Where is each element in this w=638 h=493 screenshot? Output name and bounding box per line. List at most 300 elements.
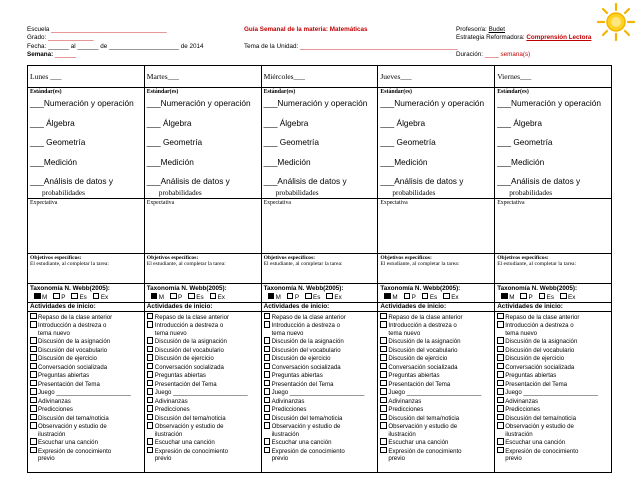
activity-checkbox[interactable] bbox=[380, 422, 387, 429]
activity-checkbox[interactable] bbox=[264, 397, 271, 404]
activity-item[interactable] bbox=[147, 346, 259, 355]
activity-checkbox[interactable] bbox=[147, 405, 154, 412]
day-wednesday[interactable]: Miércoles___ bbox=[261, 66, 378, 88]
expectativa-cell[interactable] bbox=[495, 199, 612, 254]
activity-checkbox[interactable] bbox=[497, 337, 504, 344]
activity-item[interactable] bbox=[264, 321, 376, 330]
standard-option[interactable]: ___ Geometría bbox=[497, 137, 553, 147]
activities-cell bbox=[144, 303, 261, 473]
standard-option[interactable]: ___Medición bbox=[30, 156, 78, 167]
objectives-cell[interactable] bbox=[144, 254, 261, 284]
activity-label: Observación y estudio de bbox=[388, 423, 458, 430]
taxonomy-row bbox=[28, 284, 612, 303]
strategy-line bbox=[456, 34, 591, 42]
activity-checkbox[interactable] bbox=[30, 363, 37, 370]
activity-label: Juego ______________________ bbox=[271, 389, 365, 396]
activity-checkbox[interactable] bbox=[497, 397, 504, 404]
activity-checkbox[interactable] bbox=[30, 397, 37, 404]
activity-checkbox[interactable] bbox=[380, 414, 387, 421]
activity-item[interactable] bbox=[147, 380, 259, 389]
activity-label: Discusión de ejercicio bbox=[505, 355, 565, 362]
activity-item[interactable] bbox=[30, 397, 142, 406]
standard-option[interactable]: ___ Álgebra bbox=[263, 117, 309, 128]
expectativa-cell[interactable] bbox=[144, 199, 261, 254]
taxonomy-checkbox[interactable] bbox=[268, 293, 275, 300]
standard-option[interactable]: ___Medición bbox=[263, 156, 311, 167]
taxonomy-option-label: M bbox=[509, 293, 515, 301]
activity-checkbox[interactable] bbox=[147, 447, 154, 454]
taxonomy-checkbox[interactable] bbox=[305, 293, 312, 300]
standard-option[interactable]: ___ Álgebra bbox=[146, 117, 192, 128]
activity-item bbox=[497, 431, 609, 439]
unit-blank[interactable]: _____________________________________________ bbox=[300, 43, 458, 50]
objectives-cell[interactable] bbox=[378, 254, 495, 284]
standard-option[interactable]: ___Numeración y operación bbox=[146, 98, 251, 108]
activity-label: previo bbox=[388, 455, 405, 462]
activity-checkbox[interactable] bbox=[380, 337, 387, 344]
day-thursday[interactable]: Jueves___ bbox=[378, 66, 495, 88]
objectives-cell[interactable] bbox=[261, 254, 378, 284]
activity-item[interactable] bbox=[30, 447, 142, 456]
taxonomy-checkbox[interactable] bbox=[34, 293, 41, 300]
activity-checkbox[interactable] bbox=[147, 321, 154, 328]
activity-item[interactable] bbox=[264, 447, 376, 456]
activity-checkbox[interactable] bbox=[380, 313, 387, 320]
activity-item[interactable] bbox=[30, 337, 142, 346]
standards-label: Estándar(es) bbox=[146, 89, 179, 95]
activity-label: ilustración bbox=[38, 430, 66, 438]
activity-item[interactable] bbox=[147, 405, 259, 414]
activity-label: tema nuevo bbox=[154, 329, 187, 337]
activity-label: Conversación socializada bbox=[38, 363, 108, 371]
activity-label: Discusión del tema/noticia bbox=[388, 414, 460, 422]
activity-checkbox[interactable] bbox=[147, 337, 154, 344]
standard-option[interactable]: ___Análisis de datos y bbox=[497, 176, 581, 186]
activity-checkbox[interactable] bbox=[264, 363, 271, 370]
activity-checkbox[interactable] bbox=[147, 422, 154, 429]
activity-checkbox[interactable] bbox=[380, 363, 387, 370]
day-tuesday[interactable]: Martes___ bbox=[144, 66, 261, 88]
activity-item[interactable] bbox=[264, 313, 376, 322]
activity-checkbox[interactable] bbox=[30, 422, 37, 429]
objectives-text: El estudiante, al completar la tarea: bbox=[497, 261, 577, 267]
date-blank-month[interactable]: ____________________ bbox=[108, 43, 180, 50]
activity-checkbox[interactable] bbox=[264, 405, 271, 412]
activity-checkbox[interactable] bbox=[147, 438, 154, 445]
activity-item[interactable] bbox=[380, 414, 492, 423]
activity-item bbox=[497, 330, 609, 338]
activity-checkbox[interactable] bbox=[497, 363, 504, 370]
activity-item bbox=[380, 330, 492, 338]
activity-label: Predicciones bbox=[271, 406, 307, 413]
standard-option-cont: probabilidades bbox=[275, 187, 319, 197]
activity-checkbox[interactable] bbox=[380, 346, 387, 353]
standard-option[interactable]: ___Análisis de datos y bbox=[380, 176, 464, 186]
activity-item[interactable] bbox=[30, 346, 142, 355]
activity-label: Presentación del Tema bbox=[271, 380, 334, 388]
taxonomy-checkbox[interactable] bbox=[443, 293, 450, 300]
taxonomy-checkbox[interactable] bbox=[287, 293, 294, 300]
week-line bbox=[27, 51, 76, 59]
activity-item bbox=[147, 455, 259, 463]
school-line bbox=[27, 26, 167, 34]
activity-checkbox[interactable] bbox=[147, 346, 154, 353]
activity-label: Discusión de la asignación bbox=[154, 338, 227, 345]
objectives-title: Objetivos específicos: bbox=[146, 255, 199, 261]
week-blank[interactable]: ______ bbox=[55, 51, 77, 58]
strategy-name: Comprensión Lectora bbox=[526, 34, 592, 41]
weekly-plan-table bbox=[27, 65, 612, 473]
activity-item[interactable] bbox=[380, 313, 492, 322]
activity-checkbox[interactable] bbox=[30, 414, 37, 421]
standard-option-cont: probabilidades bbox=[392, 187, 436, 197]
activity-item[interactable] bbox=[264, 438, 376, 447]
activity-checkbox[interactable] bbox=[30, 447, 37, 454]
activity-checkbox[interactable] bbox=[380, 397, 387, 404]
standard-option[interactable]: ___ Álgebra bbox=[380, 117, 426, 128]
activity-checkbox[interactable] bbox=[264, 321, 271, 328]
activity-item[interactable] bbox=[30, 422, 142, 431]
activity-label: Discusión de la asignación bbox=[505, 338, 578, 345]
grade-blank[interactable]: _____________ bbox=[48, 34, 94, 41]
standard-option[interactable]: ___Medición bbox=[146, 156, 194, 167]
activity-item bbox=[497, 455, 609, 463]
standard-option[interactable]: ___Medición bbox=[497, 156, 545, 167]
taxonomy-checkbox[interactable] bbox=[326, 293, 333, 300]
activity-item[interactable] bbox=[497, 438, 609, 447]
activity-item[interactable] bbox=[497, 346, 609, 355]
activity-item[interactable] bbox=[147, 397, 259, 406]
activity-checkbox[interactable] bbox=[497, 346, 504, 353]
activity-item[interactable] bbox=[264, 397, 376, 406]
activity-checkbox[interactable] bbox=[380, 447, 387, 454]
activity-checkbox[interactable] bbox=[264, 346, 271, 353]
activity-item[interactable] bbox=[147, 321, 259, 330]
objectives-text: El estudiante, al completar la tarea: bbox=[30, 261, 109, 267]
activity-item[interactable] bbox=[497, 397, 609, 406]
taxonomy-checkbox[interactable] bbox=[539, 293, 546, 300]
activity-label: Discusión del tema/noticia bbox=[38, 414, 109, 422]
taxonomy-option-label: P bbox=[178, 293, 183, 301]
activity-checkbox[interactable] bbox=[30, 346, 37, 353]
activity-item[interactable] bbox=[264, 405, 376, 414]
activity-item[interactable] bbox=[380, 422, 492, 431]
activity-checkbox[interactable] bbox=[30, 388, 37, 395]
taxonomy-checkbox[interactable] bbox=[210, 293, 217, 300]
taxonomy-option-label: M bbox=[275, 293, 281, 301]
taxonomy-checkbox[interactable] bbox=[53, 293, 60, 300]
objectives-cell[interactable] bbox=[28, 254, 145, 284]
activity-label: Adivinanzas bbox=[388, 397, 422, 405]
activity-checkbox[interactable] bbox=[264, 438, 271, 445]
taxonomy-checkbox[interactable] bbox=[170, 293, 177, 300]
taxonomy-checkbox[interactable] bbox=[93, 293, 100, 300]
activity-checkbox[interactable] bbox=[147, 371, 154, 378]
activity-item[interactable] bbox=[497, 414, 609, 423]
taxonomy-option-label: Es bbox=[313, 293, 321, 301]
activity-item[interactable] bbox=[497, 447, 609, 456]
taxonomy-checkbox[interactable] bbox=[404, 293, 411, 300]
school-label: Escuela bbox=[27, 26, 50, 33]
activity-item[interactable] bbox=[380, 363, 492, 372]
activity-label: Observación y estudio de bbox=[271, 423, 341, 430]
standard-option[interactable]: ___Análisis de datos y bbox=[30, 176, 114, 186]
activity-label: Discusión de la asignación bbox=[388, 338, 461, 345]
standard-option[interactable]: ___Numeración y operación bbox=[380, 98, 485, 108]
activity-item[interactable] bbox=[30, 321, 142, 330]
activity-checkbox[interactable] bbox=[264, 337, 271, 344]
taxonomy-checkbox[interactable] bbox=[560, 293, 567, 300]
activity-label: Discusión de la asignación bbox=[271, 338, 344, 345]
activity-checkbox[interactable] bbox=[380, 388, 387, 395]
activity-checkbox[interactable] bbox=[264, 422, 271, 429]
standard-option[interactable]: ___Análisis de datos y bbox=[146, 176, 230, 186]
activity-item[interactable] bbox=[380, 346, 492, 355]
activity-label: Conversación socializada bbox=[271, 363, 341, 371]
activity-checkbox[interactable] bbox=[264, 447, 271, 454]
activity-item[interactable] bbox=[497, 405, 609, 414]
activity-checkbox[interactable] bbox=[264, 414, 271, 421]
activity-checkbox[interactable] bbox=[147, 397, 154, 404]
taxonomy-option-label: P bbox=[411, 293, 416, 301]
activity-checkbox[interactable] bbox=[30, 321, 37, 328]
activity-checkbox[interactable] bbox=[497, 371, 504, 378]
activity-checkbox[interactable] bbox=[497, 321, 504, 328]
date-blank-start[interactable]: ______ bbox=[48, 43, 70, 50]
activity-label: Expresión de conocimiento bbox=[154, 447, 228, 455]
activity-checkbox[interactable] bbox=[147, 414, 154, 421]
activity-checkbox[interactable] bbox=[497, 354, 504, 361]
standards-label: Estándar(es) bbox=[30, 89, 62, 95]
activity-label: tema nuevo bbox=[38, 329, 70, 337]
activity-label: tema nuevo bbox=[505, 329, 538, 337]
activity-item[interactable] bbox=[380, 447, 492, 456]
activity-checkbox[interactable] bbox=[380, 354, 387, 361]
activity-checkbox[interactable] bbox=[497, 438, 504, 445]
activity-item[interactable] bbox=[497, 354, 609, 363]
activity-item[interactable] bbox=[264, 371, 376, 380]
activity-item bbox=[264, 431, 376, 439]
taxonomy-option-label: P bbox=[294, 293, 300, 301]
activity-item[interactable] bbox=[497, 388, 609, 397]
activity-checkbox[interactable] bbox=[380, 405, 387, 412]
activity-item[interactable] bbox=[264, 414, 376, 423]
activity-item bbox=[30, 431, 142, 439]
activity-checkbox[interactable] bbox=[497, 414, 504, 421]
activity-checkbox[interactable] bbox=[30, 371, 37, 378]
taxonomy-title: Taxonomía N. Webb(2005): bbox=[380, 285, 461, 292]
standards-cell bbox=[261, 88, 378, 199]
activity-checkbox[interactable] bbox=[497, 380, 504, 387]
activity-label: Predicciones bbox=[388, 406, 424, 413]
activity-label: Adivinanzas bbox=[505, 397, 539, 405]
standard-option[interactable]: ___ Geometría bbox=[380, 137, 436, 147]
activity-checkbox[interactable] bbox=[30, 337, 37, 344]
standard-option[interactable]: ___ Geometría bbox=[146, 137, 203, 147]
activity-item[interactable] bbox=[497, 380, 609, 389]
date-line bbox=[27, 43, 204, 51]
activity-item[interactable] bbox=[147, 337, 259, 346]
activity-checkbox[interactable] bbox=[30, 313, 37, 320]
activity-item[interactable] bbox=[147, 388, 259, 397]
activity-label: Preguntas abiertas bbox=[505, 372, 557, 379]
activity-item[interactable] bbox=[264, 380, 376, 389]
activity-item[interactable] bbox=[380, 397, 492, 406]
standard-option[interactable]: ___ Álgebra bbox=[497, 117, 542, 128]
activity-checkbox[interactable] bbox=[264, 380, 271, 387]
day-monday[interactable]: Lunes ___ bbox=[28, 66, 145, 88]
activity-item[interactable] bbox=[264, 388, 376, 397]
activity-label: Discusión del vocabulario bbox=[154, 346, 224, 354]
expectativa-cell[interactable] bbox=[261, 199, 378, 254]
activity-checkbox[interactable] bbox=[497, 422, 504, 429]
standard-option[interactable]: ___Medición bbox=[380, 156, 428, 167]
activities-title: Actividades de inicio: bbox=[378, 303, 494, 312]
activity-label: Observación y estudio de bbox=[505, 423, 574, 430]
activity-label: Conversación socializada bbox=[505, 363, 575, 371]
activity-checkbox[interactable] bbox=[264, 388, 271, 395]
taxonomy-title: Taxonomía N. Webb(2005): bbox=[30, 285, 110, 292]
activity-item[interactable] bbox=[264, 354, 376, 363]
taxonomy-checkbox[interactable] bbox=[188, 293, 195, 300]
school-blank[interactable]: _________________________________ bbox=[51, 26, 167, 33]
activity-checkbox[interactable] bbox=[147, 380, 154, 387]
activity-checkbox[interactable] bbox=[380, 371, 387, 378]
standard-option[interactable]: ___ Geometría bbox=[30, 137, 86, 147]
activity-checkbox[interactable] bbox=[380, 380, 387, 387]
activities-cell bbox=[261, 303, 378, 473]
activity-item[interactable] bbox=[264, 337, 376, 346]
activity-item[interactable] bbox=[497, 363, 609, 372]
activity-label: Escuchar una canción bbox=[38, 439, 98, 446]
activity-item[interactable] bbox=[30, 438, 142, 447]
teacher-label: Profesor/a: bbox=[456, 26, 487, 33]
activity-checkbox[interactable] bbox=[380, 438, 387, 445]
objectives-cell[interactable] bbox=[495, 254, 612, 284]
activity-item[interactable] bbox=[30, 371, 142, 380]
activity-item[interactable] bbox=[264, 422, 376, 431]
taxonomy-checkbox[interactable] bbox=[501, 293, 508, 300]
activity-checkbox[interactable] bbox=[264, 371, 271, 378]
taxonomy-checkbox[interactable] bbox=[520, 293, 527, 300]
activity-item[interactable] bbox=[30, 313, 142, 322]
activity-item[interactable] bbox=[264, 346, 376, 355]
activity-item[interactable] bbox=[380, 321, 492, 330]
taxonomy-option-label: Ex bbox=[334, 293, 342, 301]
activity-item[interactable] bbox=[497, 337, 609, 346]
activity-checkbox[interactable] bbox=[264, 313, 271, 320]
activity-label: Introducción a destreza o bbox=[505, 322, 574, 329]
activity-checkbox[interactable] bbox=[497, 447, 504, 454]
activity-item[interactable] bbox=[380, 405, 492, 414]
taxonomy-checkbox[interactable] bbox=[151, 293, 158, 300]
activity-label: Repaso de la clase anterior bbox=[388, 313, 463, 321]
duration-value[interactable]: ____ semana(s) bbox=[484, 51, 531, 58]
activity-item[interactable] bbox=[30, 363, 142, 372]
activity-item[interactable] bbox=[497, 371, 609, 380]
activity-item[interactable] bbox=[497, 422, 609, 431]
standard-option[interactable]: ___ Álgebra bbox=[30, 117, 75, 128]
standard-option[interactable]: ___Numeración y operación bbox=[30, 98, 134, 108]
activity-label: Preguntas abiertas bbox=[154, 372, 206, 379]
taxonomy-checkbox[interactable] bbox=[384, 293, 391, 300]
activity-label: Discusión de ejercicio bbox=[271, 355, 331, 362]
activity-item[interactable] bbox=[380, 438, 492, 447]
day-friday[interactable]: Viernes___ bbox=[495, 66, 612, 88]
activity-checkbox[interactable] bbox=[380, 321, 387, 328]
activity-item[interactable] bbox=[147, 354, 259, 363]
activity-item[interactable] bbox=[497, 313, 609, 322]
activity-checkbox[interactable] bbox=[147, 313, 154, 320]
activity-label: previo bbox=[505, 455, 522, 462]
activity-item[interactable] bbox=[30, 354, 142, 363]
activity-checkbox[interactable] bbox=[147, 354, 154, 361]
activity-item[interactable] bbox=[147, 414, 259, 423]
activity-label: Discusión del tema/noticia bbox=[505, 414, 576, 422]
activity-item[interactable] bbox=[147, 371, 259, 380]
activity-checkbox[interactable] bbox=[30, 354, 37, 361]
activity-item[interactable] bbox=[380, 388, 492, 397]
taxonomy-cell bbox=[261, 284, 378, 303]
activity-checkbox[interactable] bbox=[497, 388, 504, 395]
activity-checkbox[interactable] bbox=[497, 405, 504, 412]
activity-checkbox[interactable] bbox=[264, 354, 271, 361]
standard-option-cont: probabilidades bbox=[509, 187, 553, 197]
date-blank-end[interactable]: ______ bbox=[77, 43, 99, 50]
standard-option[interactable]: ___Numeración y operación bbox=[263, 98, 368, 108]
activity-item[interactable] bbox=[147, 313, 259, 322]
activity-item[interactable] bbox=[147, 438, 259, 447]
activities-cell bbox=[28, 303, 145, 473]
taxonomy-checkbox[interactable] bbox=[422, 293, 429, 300]
activity-item[interactable] bbox=[147, 447, 259, 456]
activity-item[interactable] bbox=[380, 380, 492, 389]
activity-item[interactable] bbox=[264, 363, 376, 372]
unit-label: Tema de la Unidad: bbox=[244, 43, 299, 50]
activity-item[interactable] bbox=[30, 405, 142, 414]
expectativa-cell[interactable] bbox=[28, 199, 145, 254]
activity-item[interactable] bbox=[147, 422, 259, 431]
activity-label: Juego ______________________ bbox=[38, 389, 131, 396]
activity-checkbox[interactable] bbox=[497, 313, 504, 320]
activity-checkbox[interactable] bbox=[30, 438, 37, 445]
activity-label: Discusión de la asignación bbox=[38, 338, 111, 345]
standard-option[interactable]: ___Análisis de datos y bbox=[263, 176, 347, 186]
activity-checkbox[interactable] bbox=[30, 405, 37, 412]
activity-item[interactable] bbox=[380, 337, 492, 346]
activity-item[interactable] bbox=[30, 380, 142, 389]
activity-item[interactable] bbox=[147, 363, 259, 372]
activity-item[interactable] bbox=[30, 414, 142, 423]
standard-option[interactable]: ___ Geometría bbox=[263, 137, 319, 147]
activity-checkbox[interactable] bbox=[147, 388, 154, 395]
activity-checkbox[interactable] bbox=[30, 380, 37, 387]
activity-item[interactable] bbox=[30, 388, 142, 397]
activity-item[interactable] bbox=[497, 321, 609, 330]
taxonomy-option-label: Es bbox=[546, 293, 554, 301]
activity-checkbox[interactable] bbox=[147, 363, 154, 370]
taxonomy-option-label: M bbox=[392, 293, 398, 301]
taxonomy-option-label: Ex bbox=[100, 293, 109, 301]
activity-label: ilustración bbox=[271, 430, 300, 438]
activity-item[interactable] bbox=[380, 371, 492, 380]
activity-item[interactable] bbox=[380, 354, 492, 363]
taxonomy-checkbox[interactable] bbox=[71, 293, 78, 300]
standard-option[interactable]: ___Numeración y operación bbox=[497, 98, 601, 108]
activity-label: Adivinanzas bbox=[154, 397, 188, 405]
expectativa-cell[interactable] bbox=[378, 199, 495, 254]
taxonomy-cell bbox=[28, 284, 145, 303]
